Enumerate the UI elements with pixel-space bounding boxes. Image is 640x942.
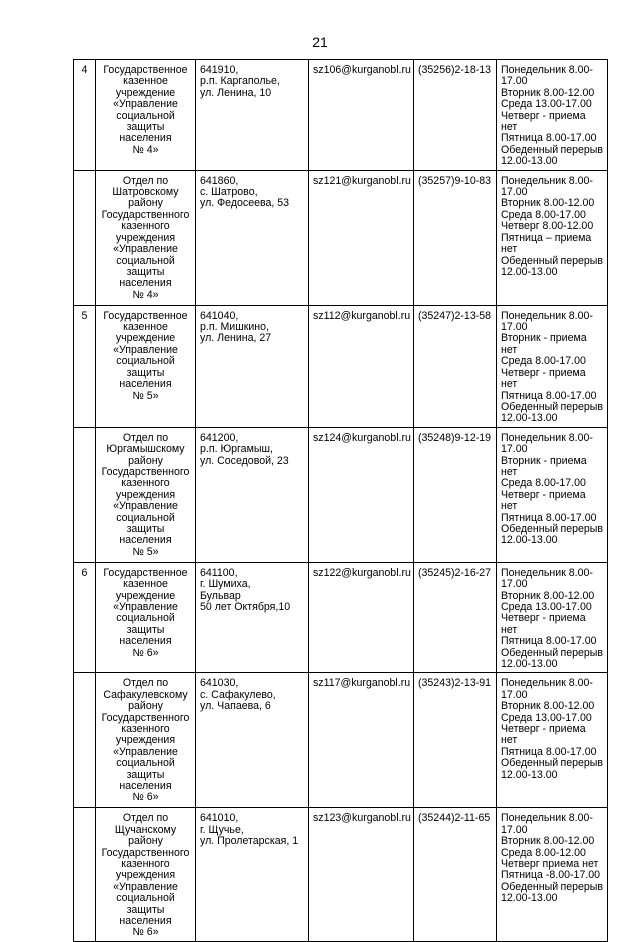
organization-name-line: «Управление: [113, 98, 178, 111]
table-row: [74, 562, 608, 673]
organization-name-line: № 6»: [132, 646, 159, 659]
address-line: ул. Ленина, 27: [200, 332, 272, 345]
work-schedule: [497, 673, 608, 808]
row-number: 4: [74, 60, 96, 171]
address-line: с. Сафакулево,: [200, 688, 276, 701]
organization-name-line: учреждение: [115, 332, 176, 345]
table-row: [74, 673, 608, 808]
schedule-line: Четверг 8.00-12.00: [501, 220, 594, 233]
organization-name-line: защиты населения: [119, 903, 172, 928]
schedule-line: Среда 8.00-17.00: [501, 208, 586, 221]
schedule-line: Четверг приема нет: [501, 858, 599, 870]
organization-name-line: Шатровскому: [112, 186, 179, 199]
address-line: Бульвар: [200, 589, 241, 602]
organization-name-line: учреждение: [115, 86, 176, 99]
organization-name-line: защиты населения: [119, 366, 172, 391]
break-label-word: перерыв: [560, 254, 603, 267]
schedule-line: Четверг - приема нет: [501, 723, 586, 747]
organization-name-line: социальной: [116, 109, 175, 122]
schedule-line: Пятница -8.00-17.00: [501, 869, 601, 882]
address: [196, 60, 309, 171]
schedule-line: Понедельник 8.00-17.00: [501, 64, 593, 88]
organization-name: [96, 562, 196, 673]
table-row: [74, 808, 608, 941]
organization-name-line: учреждение: [115, 589, 176, 602]
schedule-line: Вторник 8.00-12.00: [501, 700, 595, 713]
address: [196, 170, 309, 305]
address-line: ул. Соседовой, 23: [200, 454, 289, 467]
address-line: 50 лет Октября,10: [200, 600, 291, 613]
address-line: ул. Ленина, 10: [200, 86, 272, 99]
break-label-word: перерыв: [560, 522, 603, 535]
organization-name-line: № 6»: [132, 791, 159, 804]
lunch-label-word: Обеденный: [501, 400, 559, 413]
schedule-line: Понедельник 8.00-17.00: [501, 309, 593, 334]
organization-name-line: Государственное: [103, 566, 188, 579]
email: sz122@kurganobl.ru: [309, 562, 414, 673]
schedule-line: Вторник 8.00-12.00: [501, 835, 595, 848]
address-line: р.п. Каргаполье,: [200, 75, 280, 88]
address-line: р.п. Юргамыш,: [200, 443, 273, 456]
organization-name-line: казенное: [123, 321, 168, 334]
organization-name-line: «Управление: [113, 243, 178, 256]
organization-name-line: «Управление: [113, 880, 178, 893]
work-schedule: [497, 427, 608, 562]
schedule-line: Четверг - приема нет: [501, 109, 586, 134]
work-schedule: [497, 60, 608, 171]
address-line: 641200,: [200, 431, 239, 444]
address-line: с. Шатрово,: [200, 186, 258, 199]
schedule-line: Пятница 8.00-17.00: [501, 745, 597, 758]
address-line: ул. Пролетарская, 1: [200, 835, 299, 848]
lunch-break-time: 12.00-13.00: [501, 265, 558, 278]
organization-name-line: защиты населения: [119, 121, 172, 145]
organization-name-line: защиты населения: [119, 522, 172, 547]
row-number: [74, 427, 96, 562]
lunch-label-word: Обеденный: [501, 254, 559, 267]
schedule-line: Среда 13.00-17.00: [501, 711, 592, 724]
work-schedule: [497, 808, 608, 941]
address-line: 641030,: [200, 677, 239, 690]
lunch-break-time: 12.00-13.00: [501, 768, 558, 781]
organization-name-line: социальной: [116, 511, 175, 524]
organization-name-line: Щучанскому: [114, 823, 177, 836]
work-schedule: [497, 305, 608, 427]
schedule-line: Четверг - приема нет: [501, 488, 586, 513]
phone: (35257)9-10-83: [414, 170, 497, 305]
phone: (35244)2-11-65: [414, 808, 497, 941]
address: [196, 305, 309, 427]
organization-name: [96, 808, 196, 941]
organization-name-line: казенное: [123, 578, 168, 591]
organization-name-line: Отдел по: [122, 812, 169, 825]
organization-name-line: району: [128, 700, 163, 713]
table-row: [74, 170, 608, 305]
organization-name-line: казенного: [121, 220, 170, 233]
address-line: 641010,: [200, 812, 239, 825]
organization-name-line: учреждения: [115, 869, 176, 882]
organization-name-line: социальной: [116, 757, 175, 770]
address-line: ул. Чапаева, 6: [200, 700, 271, 713]
organization-name-line: Сафакулевскому: [103, 688, 188, 701]
schedule-line: Среда 8.00-12.00: [501, 846, 586, 859]
organization-name-line: «Управление: [113, 500, 178, 513]
organization-name-line: казенного: [121, 858, 170, 870]
address-line: г. Щучье,: [200, 823, 244, 836]
organization-name: [96, 305, 196, 427]
organization-name-line: учреждения: [115, 488, 176, 501]
organization-name-line: № 5»: [132, 545, 159, 558]
organization-name-line: Государственного: [101, 208, 190, 221]
organization-name-line: социальной: [116, 254, 175, 267]
schedule-line: Пятница – приема нет: [501, 231, 592, 256]
row-number: [74, 808, 96, 941]
organization-name-line: району: [128, 835, 163, 848]
organization-name-line: казенного: [121, 723, 170, 735]
address-line: г. Шумиха,: [200, 578, 251, 591]
row-number: [74, 170, 96, 305]
organization-name-line: защиты населения: [119, 768, 172, 793]
schedule-line: Вторник - приема нет: [501, 332, 587, 356]
organization-name-line: району: [128, 454, 163, 467]
email: sz121@kurganobl.ru: [309, 170, 414, 305]
organization-name-line: Государственного: [101, 846, 190, 859]
schedule-line: Четверг - приема нет: [501, 366, 586, 391]
organization-name-line: Отдел по: [122, 677, 169, 690]
address-line: 641100,: [200, 566, 238, 579]
schedule-line: Пятница 8.00-17.00: [501, 511, 597, 524]
schedule-line: Вторник 8.00-12.00: [501, 589, 595, 602]
schedule-line: Пятница 8.00-17.00: [501, 389, 597, 402]
organization-name: [96, 170, 196, 305]
organization-name-line: № 4»: [132, 288, 159, 301]
break-label-word: перерыв: [560, 880, 603, 893]
schedule-line: Вторник 8.00-12.00: [501, 197, 595, 210]
social-protection-offices-table: [73, 59, 608, 942]
organization-name: [96, 60, 196, 171]
schedule-line: Среда 8.00-17.00: [501, 355, 586, 368]
organization-name-line: району: [128, 197, 163, 210]
organization-name-line: № 6»: [132, 926, 159, 939]
email: sz123@kurganobl.ru: [309, 808, 414, 941]
organization-name-line: социальной: [116, 892, 175, 905]
phone: (35243)2-13-91: [414, 673, 497, 808]
organization-name-line: Государственного: [101, 711, 190, 724]
organization-name-line: Отдел по: [122, 174, 169, 187]
organization-name-line: № 5»: [132, 389, 159, 402]
phone: (35248)9-12-19: [414, 427, 497, 562]
organization-name: [96, 427, 196, 562]
organization-name-line: учреждения: [115, 734, 176, 747]
organization-name-line: учреждения: [115, 231, 176, 244]
organization-name-line: Государственного: [101, 465, 190, 478]
address-line: р.п. Мишкино,: [200, 321, 269, 334]
email: sz112@kurganobl.ru: [309, 305, 414, 427]
break-label-word: перерыв: [560, 143, 603, 156]
lunch-label-word: Обеденный: [501, 522, 559, 535]
lunch-label-word: Обеденный: [501, 143, 559, 156]
lunch-break-time: 12.00-13.00: [501, 534, 558, 547]
organization-name-line: «Управление: [113, 343, 178, 356]
organization-name-line: защиты населения: [119, 623, 172, 648]
address-line: 641910,: [200, 64, 239, 76]
break-label-word: перерыв: [560, 757, 603, 770]
organization-name-line: № 4»: [132, 143, 159, 156]
email: sz117@kurganobl.ru: [309, 673, 414, 808]
schedule-line: Понедельник 8.00-17.00: [501, 566, 593, 591]
address-line: 641040,: [200, 309, 239, 322]
table-row: [74, 60, 608, 171]
schedule-line: Понедельник 8.00-17.00: [501, 677, 593, 701]
lunch-break-time: 12.00-13.00: [501, 412, 558, 425]
schedule-line: Пятница 8.00-17.00: [501, 635, 597, 648]
email: sz124@kurganobl.ru: [309, 427, 414, 562]
lunch-break-time: 12.00-13.00: [501, 657, 558, 670]
address: [196, 427, 309, 562]
organization-name-line: казенное: [123, 75, 168, 88]
schedule-line: Вторник - приема нет: [501, 454, 587, 478]
schedule-line: Вторник 8.00-12.00: [501, 86, 595, 99]
address: [196, 808, 309, 941]
lunch-break-time: 12.00-13.00: [501, 155, 558, 168]
organization-name-line: казенного: [121, 477, 170, 490]
schedule-line: Пятница 8.00-17.00: [501, 132, 597, 145]
schedule-line: Среда 13.00-17.00: [501, 98, 592, 111]
schedule-line: Понедельник 8.00-17.00: [501, 431, 593, 456]
row-number: [74, 673, 96, 808]
lunch-label-word: Обеденный: [501, 757, 559, 770]
phone: (35256)2-18-13: [414, 60, 497, 171]
schedule-line: Среда 13.00-17.00: [501, 600, 592, 613]
work-schedule: [497, 170, 608, 305]
address-line: 641860,: [200, 174, 239, 187]
schedule-line: Четверг - приема нет: [501, 612, 586, 636]
organization-name-line: Отдел по: [122, 431, 169, 444]
break-label-word: перерыв: [560, 400, 603, 413]
table-row: [74, 305, 608, 427]
schedule-line: Среда 8.00-17.00: [501, 477, 586, 490]
organization-name-line: социальной: [116, 612, 175, 625]
lunch-break-time: 12.00-13.00: [501, 892, 558, 905]
lunch-break-label: [501, 758, 603, 769]
organization-name-line: «Управление: [113, 745, 178, 758]
lunch-label-word: Обеденный: [501, 646, 559, 659]
organization-name-line: защиты населения: [119, 265, 172, 290]
organization-name-line: Государственное: [103, 64, 188, 76]
phone: (35245)2-16-27: [414, 562, 497, 673]
organization-name: [96, 673, 196, 808]
schedule-line: Понедельник 8.00-17.00: [501, 174, 593, 199]
organization-name-line: социальной: [116, 355, 175, 368]
break-label-word: перерыв: [560, 646, 603, 659]
table-row: [74, 427, 608, 562]
email: sz106@kurganobl.ru: [309, 60, 414, 171]
work-schedule: [497, 562, 608, 673]
schedule-line: Понедельник 8.00-17.00: [501, 812, 593, 836]
row-number: 5: [74, 305, 96, 427]
page-number: 21: [312, 34, 328, 50]
organization-name-line: Государственное: [103, 309, 188, 322]
organization-name-line: «Управление: [113, 600, 178, 613]
row-number: 6: [74, 562, 96, 673]
address: [196, 562, 309, 673]
organization-name-line: Юргамышскому: [106, 443, 185, 456]
address: [196, 673, 309, 808]
lunch-label-word: Обеденный: [501, 880, 559, 893]
phone: (35247)2-13-58: [414, 305, 497, 427]
address-line: ул. Федосеева, 53: [200, 197, 290, 210]
